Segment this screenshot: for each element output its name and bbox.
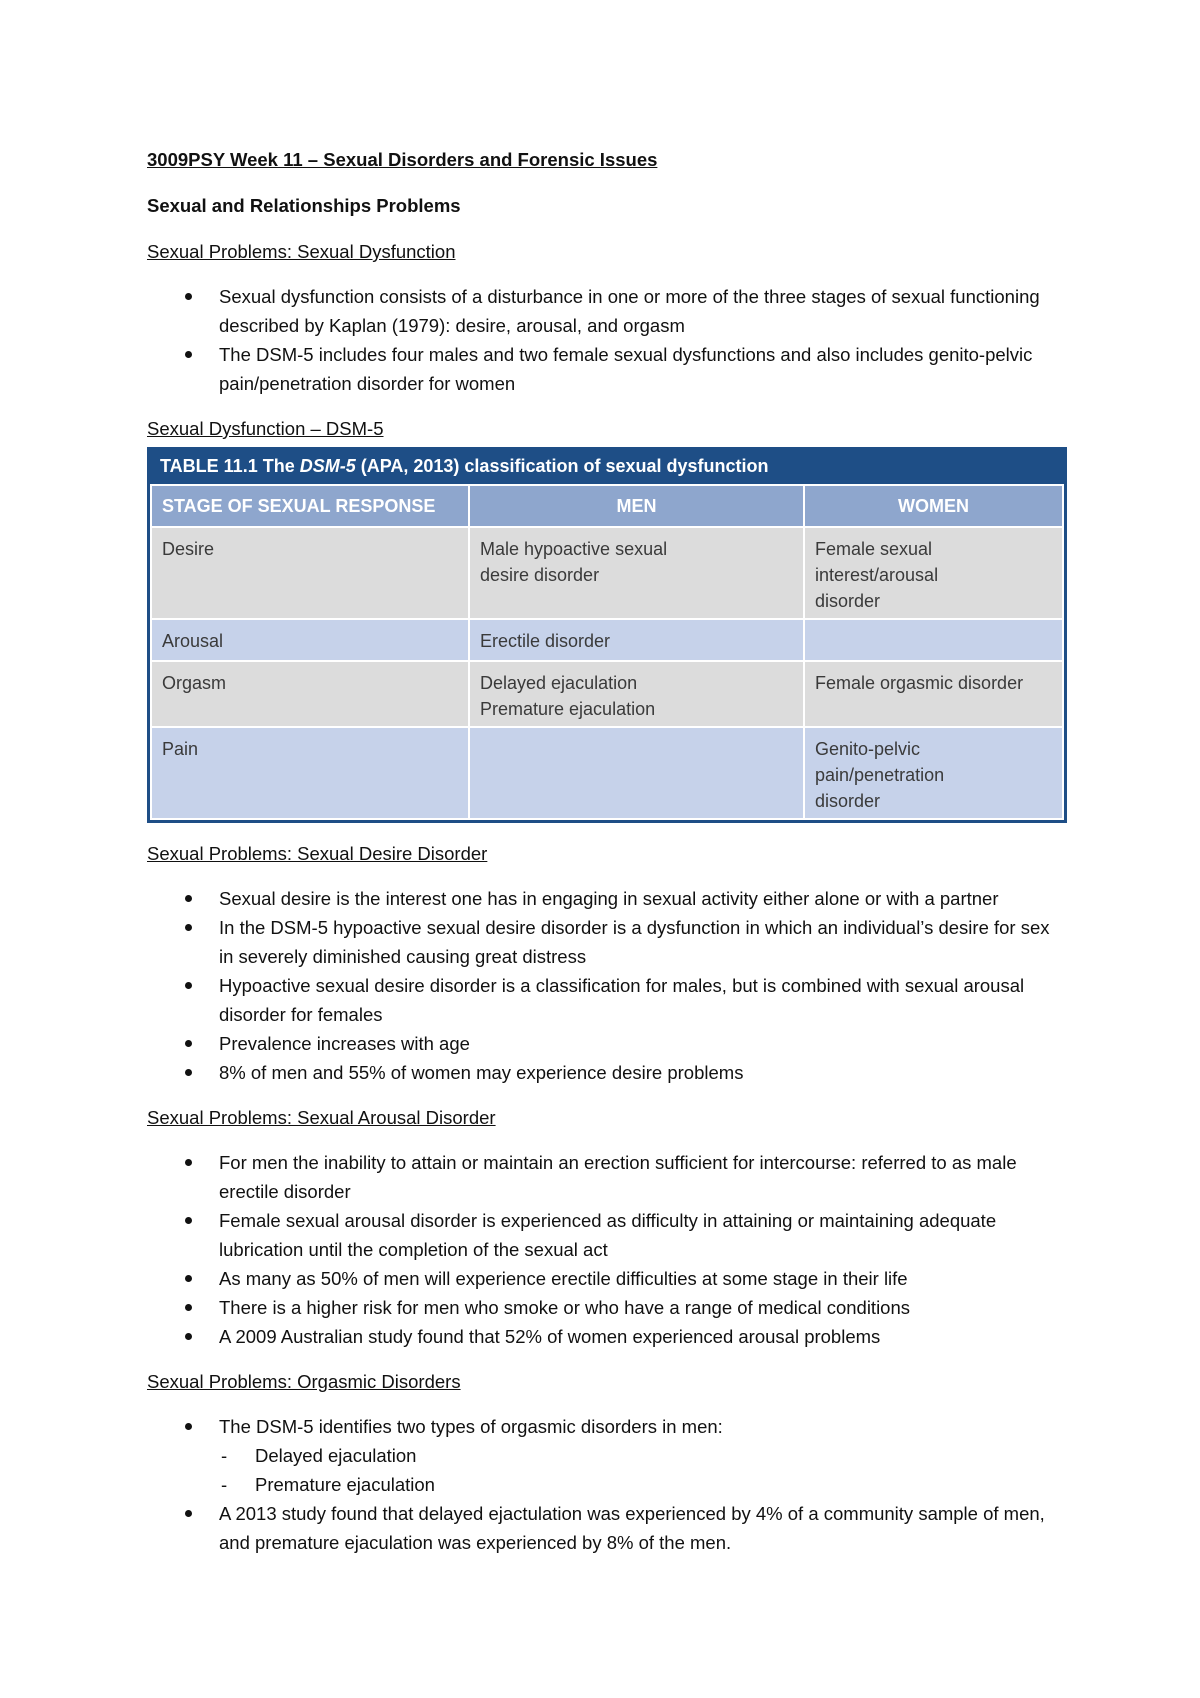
table-cell-men	[469, 661, 804, 727]
table-caption-suffix: (APA, 2013) classification of sexual dysfunction	[355, 456, 769, 476]
bullet-list-sexual-dysfunction	[147, 282, 1067, 398]
bullet-item: 8% of men and 55% of women may experience desire problems	[147, 1058, 1067, 1087]
table-cell-stage: Pain	[151, 727, 469, 819]
table-row	[151, 619, 1063, 661]
cell-line: Premature ejaculation	[480, 699, 656, 719]
table-caption	[150, 450, 1064, 484]
bullet-item: In the DSM-5 hypoactive sexual desire disorder is a dysfunction in which an individual’s desire for sex in severely diminished causing great distress	[147, 913, 1067, 971]
dsm5-classification-table	[147, 447, 1067, 823]
bullet-item: Hypoactive sexual desire disorder is a classification for males, but is combined with sexual arousal disorder for females	[147, 971, 1067, 1029]
dash-list	[219, 1441, 1067, 1499]
table-cell-men	[469, 619, 804, 661]
bullet-text: The DSM-5 identifies two types of orgasmic disorders in men:	[219, 1416, 723, 1437]
bullet-item: The DSM-5 includes four males and two female sexual dysfunctions and also includes genito-pelvic pain/penetration disorder for women	[147, 340, 1067, 398]
table-cell-women	[804, 619, 1063, 661]
table-header-men: MEN	[469, 485, 804, 527]
bullet-item: For men the inability to attain or maintain an erection sufficient for intercourse: referred to as male erectile disorder	[147, 1148, 1067, 1206]
bullet-item: Prevalence increases with age	[147, 1029, 1067, 1058]
table-caption-italic: DSM-5	[299, 456, 356, 476]
section-heading-sexual-dysfunction: Sexual Problems: Sexual Dysfunction	[147, 241, 456, 262]
section-heading-dsm5: Sexual Dysfunction – DSM-5	[147, 418, 384, 439]
cell-line: disorder	[815, 791, 881, 811]
cell-line: Male hypoactive sexual	[480, 539, 668, 559]
table-cell-stage: Arousal	[151, 619, 469, 661]
bullet-item: Female sexual arousal disorder is experienced as difficulty in attaining or maintaining adequate lubrication until the completion of the sexual act	[147, 1206, 1067, 1264]
table-row	[151, 661, 1063, 727]
dash-item: - Premature ejaculation	[219, 1470, 1067, 1499]
table-cell-women	[804, 661, 1063, 727]
table-grid	[150, 484, 1064, 820]
document-title: 3009PSY Week 11 – Sexual Disorders and Forensic Issues	[147, 149, 658, 170]
cell-line: Female orgasmic disorder	[815, 673, 1024, 693]
section-heading-orgasmic-disorders: Sexual Problems: Orgasmic Disorders	[147, 1371, 461, 1392]
table-caption-prefix: TABLE 11.1 The	[160, 456, 300, 476]
cell-line: Female sexual interest/arousal	[815, 539, 939, 585]
cell-line: Erectile disorder	[480, 631, 611, 651]
bullet-item: Sexual dysfunction consists of a disturbance in one or more of the three stages of sexual functioning described by Kaplan (1979): desire, arousal, and orgasm	[147, 282, 1067, 340]
bullet-item: Sexual desire is the interest one has in engaging in sexual activity either alone or with a partner	[147, 884, 1067, 913]
bullet-item: A 2009 Australian study found that 52% of women experienced arousal problems	[147, 1322, 1067, 1351]
document-subtitle: Sexual and Relationships Problems	[147, 195, 461, 216]
cell-line: Genito-pelvic pain/penetration	[815, 739, 945, 785]
bullet-list-orgasmic-disorders	[147, 1412, 1067, 1557]
bullet-list-arousal-disorder	[147, 1148, 1067, 1351]
cell-line: Delayed ejaculation	[480, 673, 638, 693]
bullet-item: There is a higher risk for men who smoke or who have a range of medical conditions	[147, 1293, 1067, 1322]
table-header-women: WOMEN	[804, 485, 1063, 527]
cell-line: desire disorder	[480, 565, 600, 585]
bullet-item	[147, 1412, 1067, 1499]
table-cell-women	[804, 727, 1063, 819]
table-row	[151, 727, 1063, 819]
table-cell-men	[469, 527, 804, 619]
bullet-list-desire-disorder	[147, 884, 1067, 1087]
dash-item: - Delayed ejaculation	[219, 1441, 1067, 1470]
table-cell-women	[804, 527, 1063, 619]
bullet-item: A 2013 study found that delayed ejactulation was experienced by 4% of a community sample of men, and premature ejaculation was experienced by 8% of the men.	[147, 1499, 1067, 1557]
table-cell-stage: Desire	[151, 527, 469, 619]
section-heading-desire-disorder: Sexual Problems: Sexual Desire Disorder	[147, 843, 488, 864]
document-body	[147, 145, 1067, 1573]
table-cell-men	[469, 727, 804, 819]
cell-line: disorder	[815, 591, 881, 611]
bullet-item: As many as 50% of men will experience erectile difficulties at some stage in their life	[147, 1264, 1067, 1293]
table-row	[151, 527, 1063, 619]
table-cell-stage: Orgasm	[151, 661, 469, 727]
table-header-row	[151, 485, 1063, 527]
section-heading-arousal-disorder: Sexual Problems: Sexual Arousal Disorder	[147, 1107, 496, 1128]
table-header-stage: STAGE OF SEXUAL RESPONSE	[151, 485, 469, 527]
